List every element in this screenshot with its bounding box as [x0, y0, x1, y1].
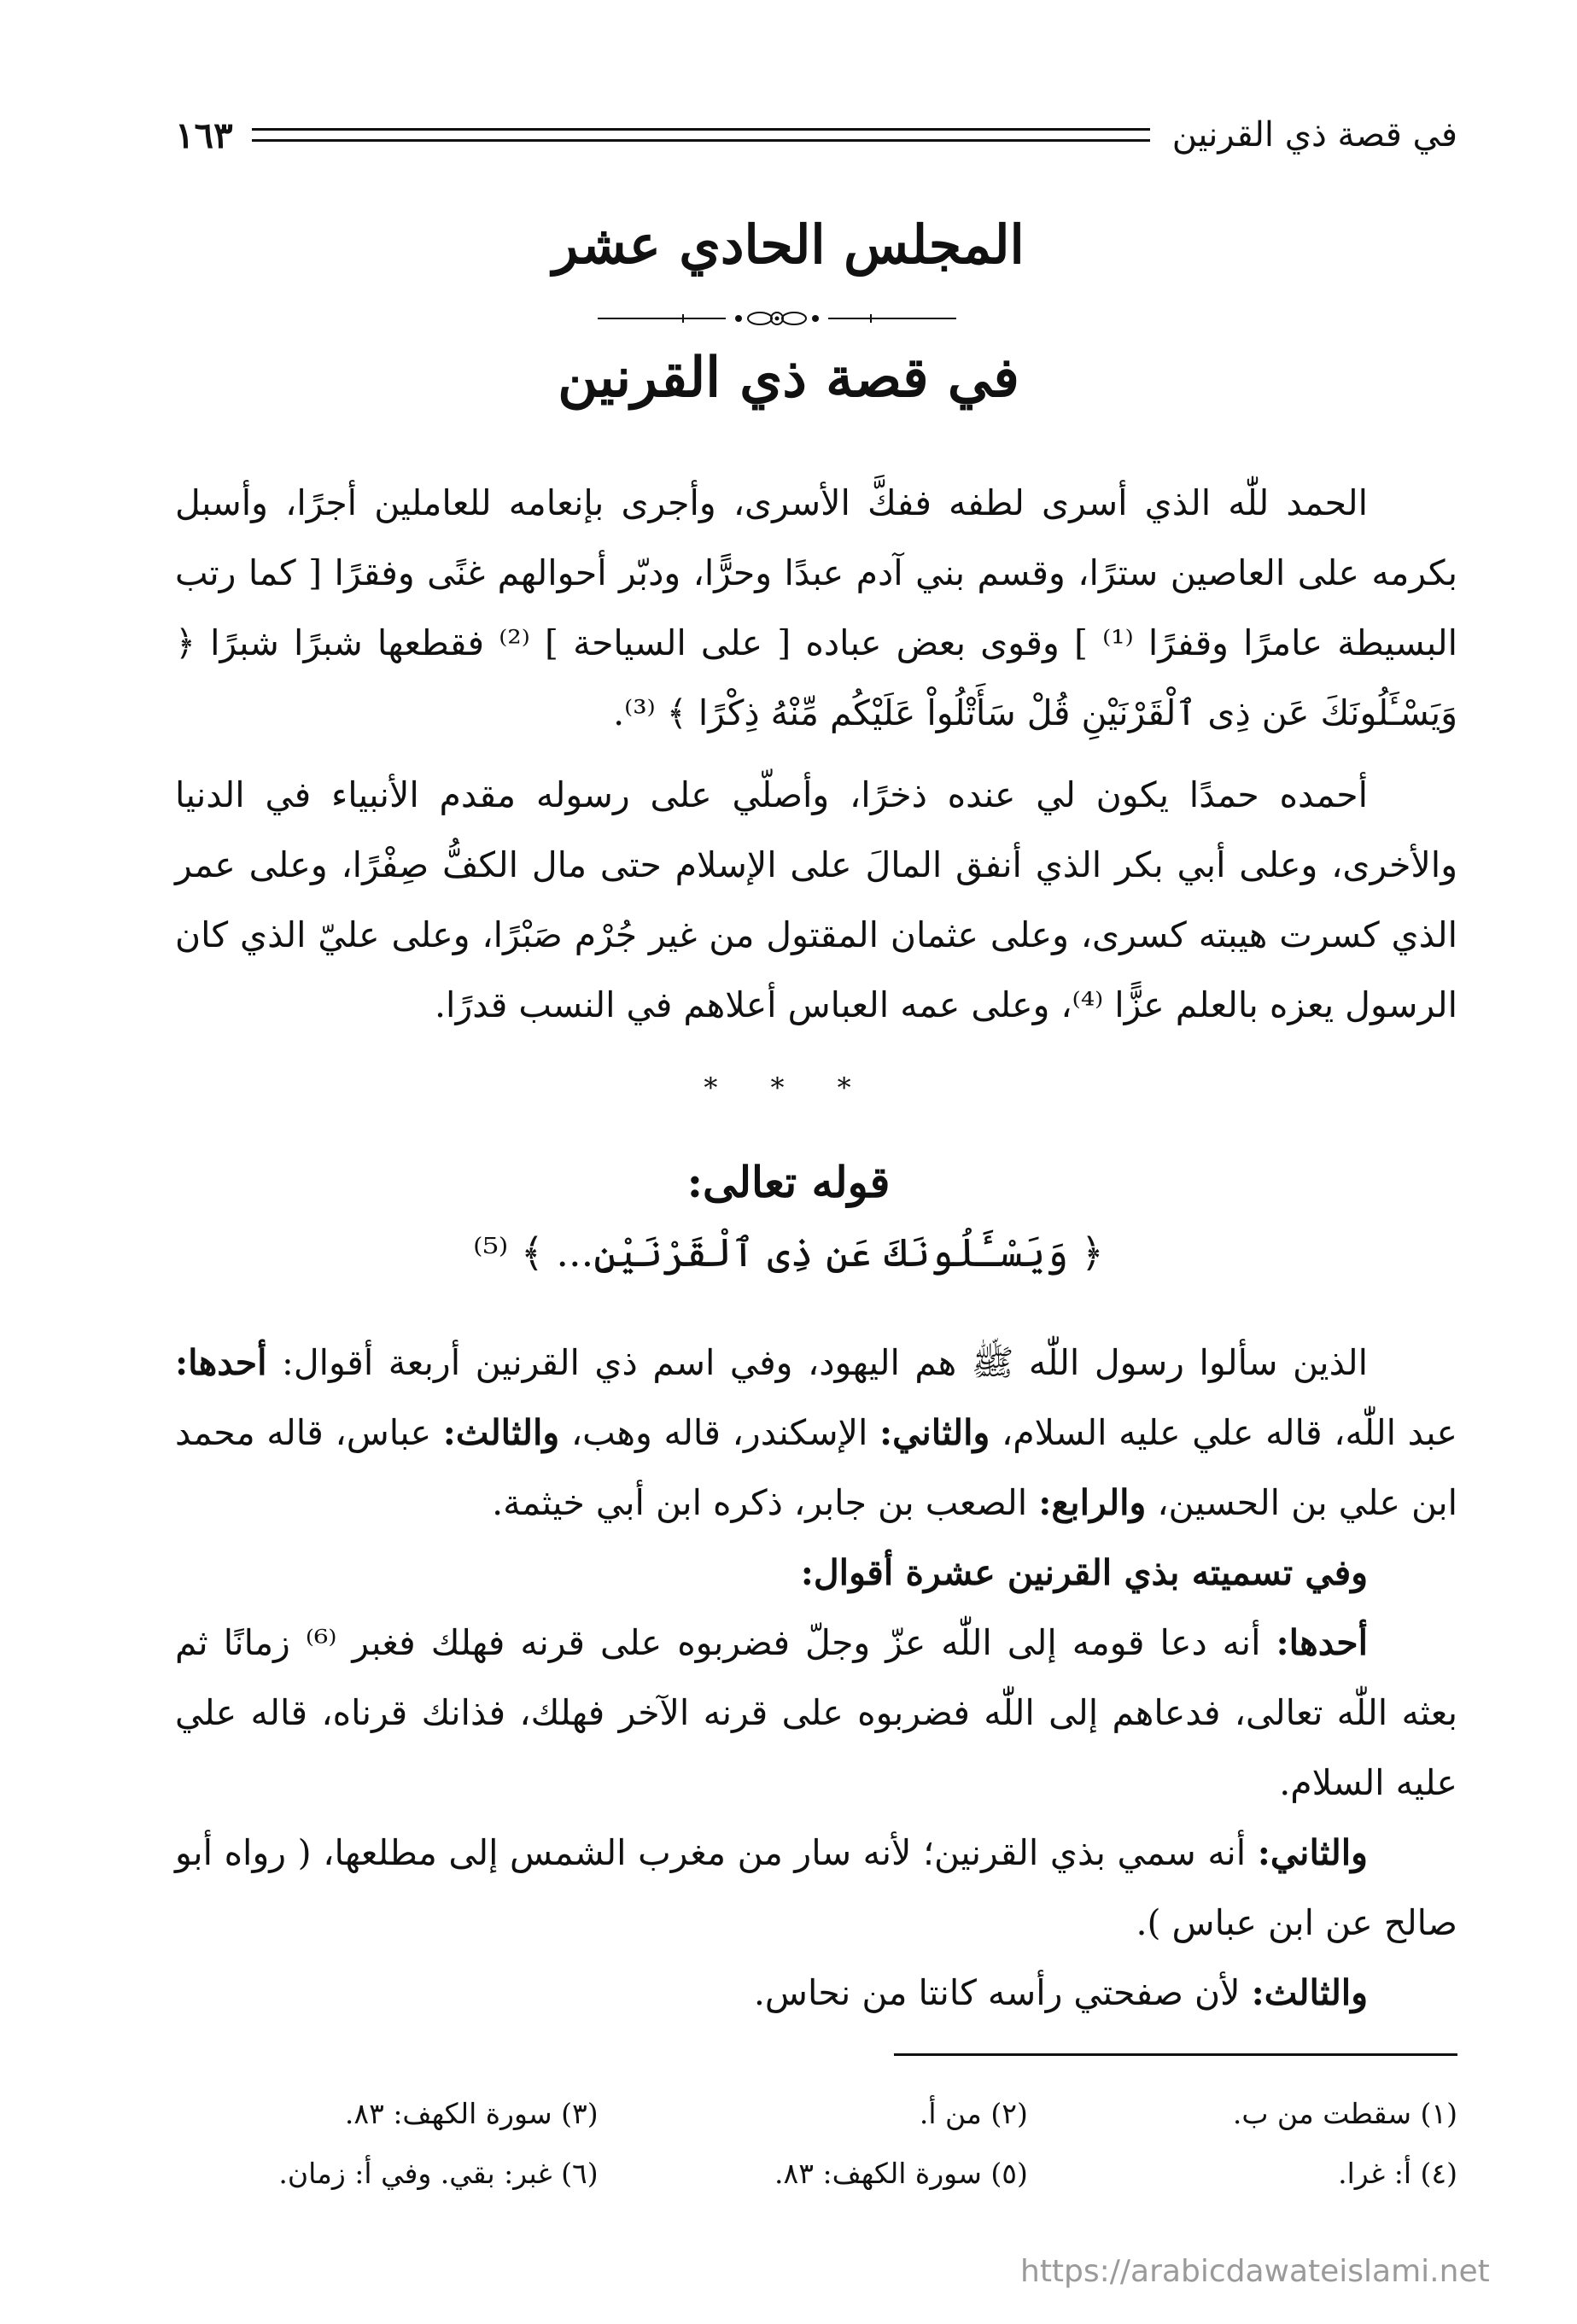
verse-heading: قوله تعالى:: [686, 1157, 891, 1207]
label-first: أحدها:: [175, 1342, 267, 1383]
footnote-row: [175, 2143, 1457, 2203]
ornament-divider-icon: [598, 306, 956, 331]
name-first: عبد اللّٰه، قاله علي عليه السلام،: [990, 1412, 1457, 1453]
reason-first: [175, 1608, 1457, 1818]
reason-second: [175, 1818, 1457, 1958]
label-fourth: والرابع:: [1038, 1482, 1147, 1523]
name-fourth: الصعب بن جابر، ذكره ابن أبي خيثمة.: [492, 1482, 1039, 1523]
praise-paragraph: [175, 760, 1457, 1040]
names-intro: الذين سألوا رسول اللّٰه ﷺ هم اليهود، وفي اسم ذي القرنين أربعة أقوال:: [266, 1342, 1368, 1383]
praise-text: أحمده حمدًا يكون لي عنده ذخرًا، وأصلّي على رسوله مقدم الأنبياء في الدنيا والأخرى، وعلى أبي بكر الذي أنفق المالَ على الإسلام حتى مال الكفُّ صِفْرًا، وعلى عمر الذي كسرت هيبته كسرى، وعلى عثمان المقتول من غير جُرْم صَبْرًا، وعلى عليّ الذي كان الرسول يعزه بالعلم عزًّا ⁽⁴⁾، وعلى عمه العباس أعلاهم في النسب قدرًا.: [175, 774, 1457, 1025]
footnote-rule: [894, 2053, 1457, 2056]
name-third: عباس، قاله محمد ابن علي بن الحسين،: [175, 1412, 1457, 1523]
header-double-rule: [252, 128, 1150, 142]
reason-first-label: أحدها:: [1276, 1622, 1368, 1663]
commentary: [175, 1328, 1457, 2028]
running-header-title: في قصة ذي القرنين: [1171, 115, 1457, 155]
reason-second-label: والثاني:: [1257, 1832, 1368, 1873]
label-second: والثاني:: [879, 1412, 990, 1453]
chapter-title: المجلس الحادي عشر: [552, 213, 1025, 276]
reason-second-text: أنه سمي بذي القرنين؛ لأنه سار من مغرب الشمس إلى مطلعها، ( رواه أبو صالح عن ابن عباس ).: [175, 1832, 1457, 1943]
reason-third-label: والثالث:: [1251, 1972, 1368, 2013]
label-third: والثالث:: [442, 1412, 560, 1453]
footnotes: [175, 2083, 1457, 2203]
watermark-url: https://arabicdawateislami.net: [1020, 2254, 1490, 2289]
verse-text: ﴿ وَيَسْـَٔلُونَكَ عَن ذِى ٱلْقَرْنَيْنِ... ﴾ ⁽⁵⁾: [473, 1229, 1104, 1276]
naming-heading: وفي تسميته بذي القرنين عشرة أقوال:: [800, 1552, 1368, 1593]
footnote-row: [175, 2083, 1457, 2143]
intro-paragraph: [175, 468, 1457, 748]
footnote-6: (٦) غبر: بقي. وفي أ: زمان.: [278, 2156, 599, 2190]
footnote-2: (٢) من أ.: [919, 2096, 1028, 2130]
reason-third-text: لأن صفحتي رأسه كانتا من نحاس.: [753, 1972, 1252, 2013]
footnote-4: (٤) أ: غرا.: [1338, 2156, 1457, 2190]
page-number: ١٦٣: [175, 114, 233, 156]
intro-text: الحمد للّٰه الذي أسرى لطفه ففكَّ الأسرى، وأجرى بإنعامه للعاملين أجرًا، وأسبل بكرمه على العاصين سترًا، وقسم بني آدم عبدًا وحرًّا، ودبّر أحوالهم غنًى وفقرًا [ كما رتب البسيطة عامرًا وقفرًا ⁽¹⁾ ] وقوى بعض عباده [ على السياحة ] ⁽²⁾ فقطعها شبرًا شبرًا ﴿ وَيَسْـَٔلُونَكَ عَن ذِى ٱلْقَرْنَيْنِ قُلْ سَأَتْلُواْ عَلَيْكُم مِّنْهُ ذِكْرًا ﴾ ⁽³⁾.: [175, 482, 1458, 733]
names-paragraph: [175, 1328, 1457, 1538]
name-second: الإسكندر، قاله وهب،: [559, 1412, 880, 1453]
footnote-5: (٥) سورة الكهف: ٨٣.: [774, 2156, 1028, 2190]
chapter-subtitle: في قصة ذي القرنين: [558, 346, 1019, 410]
reason-third: [175, 1958, 1457, 2028]
footnote-3: (٣) سورة الكهف: ٨٣.: [344, 2096, 599, 2130]
footnote-1: (١) سقطت من ب.: [1232, 2096, 1457, 2130]
section-separator: * * *: [704, 1071, 873, 1104]
running-header: [175, 101, 1457, 169]
reason-first-text: أنه دعا قومه إلى اللّٰه عزّ وجلّ فضربوه على قرنه فهلك فغبر ⁽⁶⁾ زمانًا ثم بعثه اللّٰه تعالى، فدعاهم إلى اللّٰه فضربوه على قرنه الآخر فهلك، فذانك قرناه، قاله علي عليه السلام.: [175, 1622, 1457, 1803]
